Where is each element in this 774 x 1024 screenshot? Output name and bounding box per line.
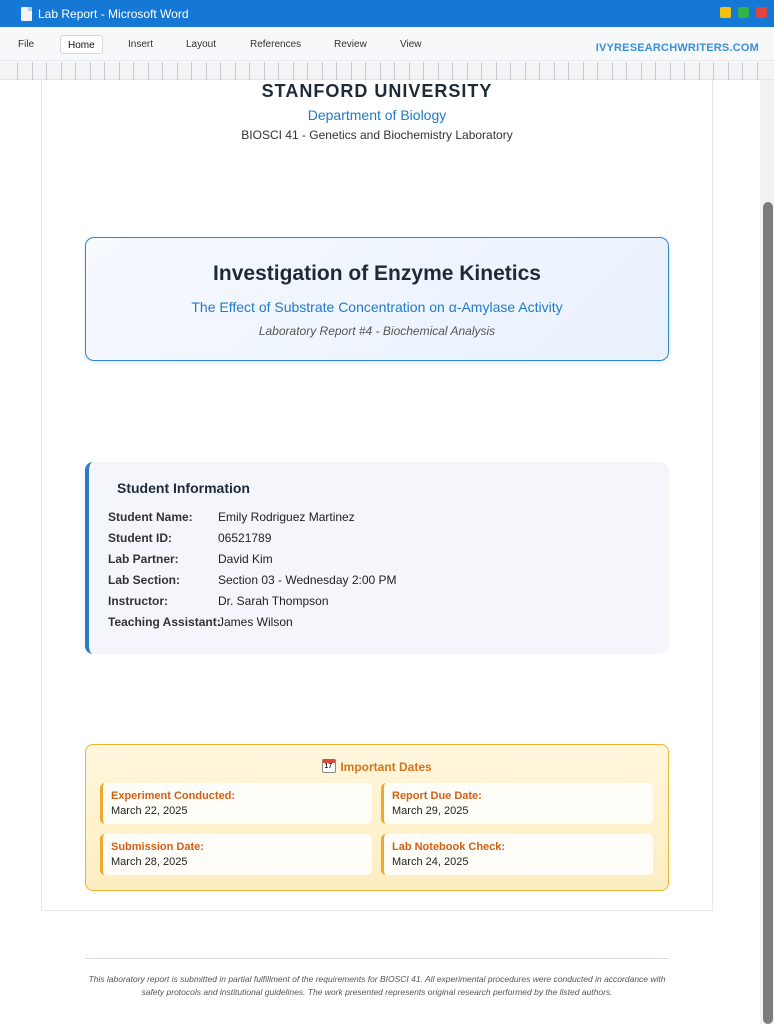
ruler-tick (626, 62, 627, 80)
ruler-tick (728, 62, 729, 80)
ruler-tick (597, 62, 598, 80)
ruler-tick (655, 62, 656, 80)
date-card-notebook (381, 834, 653, 875)
ruler-tick (670, 62, 671, 80)
brand-link[interactable]: IVYRESEARCHWRITERS.COM (595, 42, 759, 54)
page-edge-right (712, 80, 713, 911)
scrollbar-thumb[interactable] (763, 202, 773, 1024)
ruler-tick (351, 62, 352, 80)
document-icon (21, 7, 32, 21)
ruler-tick (307, 62, 308, 80)
date-label: Experiment Conducted: (111, 790, 236, 802)
date-card-experiment (100, 783, 372, 824)
ruler-tick (220, 62, 221, 80)
page-edge-bottom (41, 910, 713, 911)
info-label: Instructor: (108, 594, 168, 608)
title-bar (0, 0, 774, 27)
info-value: 06521789 (218, 531, 272, 545)
ruler-tick (264, 62, 265, 80)
info-label: Teaching Assistant: (108, 615, 221, 629)
ruler-tick (206, 62, 207, 80)
ruler-tick (496, 62, 497, 80)
date-value: March 29, 2025 (392, 805, 469, 817)
ruler-tick (32, 62, 33, 80)
date-card-due (381, 783, 653, 824)
info-label: Student ID: (108, 531, 172, 545)
ruler-tick (583, 62, 584, 80)
ruler-tick (539, 62, 540, 80)
ruler-tick (336, 62, 337, 80)
date-label: Submission Date: (111, 841, 204, 853)
ruler-tick (90, 62, 91, 80)
course-name: BIOSCI 41 - Genetics and Biochemistry Laboratory (241, 128, 513, 142)
footer-divider (85, 958, 669, 959)
ruler-tick (61, 62, 62, 80)
important-dates-box (85, 744, 669, 891)
report-title: Investigation of Enzyme Kinetics (213, 262, 541, 285)
ruler-tick (249, 62, 250, 80)
maximize-button[interactable] (738, 7, 749, 18)
date-value: March 22, 2025 (111, 805, 188, 817)
ruler-tick (322, 62, 323, 80)
minimize-button[interactable] (720, 7, 731, 18)
important-dates-title: Important Dates (340, 760, 432, 774)
tab-references[interactable]: References (250, 39, 302, 50)
ruler-tick (699, 62, 700, 80)
ruler-tick (742, 62, 743, 80)
ruler (0, 62, 774, 80)
ruler-tick (17, 62, 18, 80)
title-box (85, 237, 669, 361)
page-edge-left (41, 80, 42, 911)
ruler-tick (757, 62, 758, 80)
ruler-tick (568, 62, 569, 80)
info-label: Student Name: (108, 510, 193, 524)
tab-review[interactable]: Review (334, 39, 367, 50)
tab-home[interactable]: Home (60, 35, 103, 54)
ruler-tick (365, 62, 366, 80)
ruler-tick (394, 62, 395, 80)
info-label: Lab Partner: (108, 552, 179, 566)
window-title: Lab Report - Microsoft Word (38, 6, 189, 21)
ruler-tick (554, 62, 555, 80)
info-value: Dr. Sarah Thompson (218, 594, 329, 608)
ruler-tick (612, 62, 613, 80)
student-info-box (85, 462, 669, 654)
university-name: STANFORD UNIVERSITY (261, 81, 493, 101)
ribbon (0, 27, 774, 61)
date-label: Lab Notebook Check: (392, 841, 506, 853)
date-value: March 28, 2025 (111, 856, 188, 868)
info-value: James Wilson (218, 615, 293, 629)
department-name: Department of Biology (307, 107, 447, 123)
ruler-tick (293, 62, 294, 80)
ruler-tick (409, 62, 410, 80)
ruler-tick (75, 62, 76, 80)
info-value: David Kim (218, 552, 273, 566)
calendar-icon (322, 759, 336, 773)
info-label: Lab Section: (108, 573, 181, 587)
ruler-tick (452, 62, 453, 80)
ruler-tick (380, 62, 381, 80)
ruler-tick (162, 62, 163, 80)
ruler-tick (423, 62, 424, 80)
ruler-tick (133, 62, 134, 80)
footer-note: This laboratory report is submitted in partial fulfillment of the requirements for BIOSCI 41. All experimental procedures were conducted in accordance with safety protocols and institutional guidelines. The work presented represents original research performed by the listed authors. (88, 974, 666, 997)
window-controls (720, 7, 767, 18)
ruler-tick (510, 62, 511, 80)
ruler-tick (235, 62, 236, 80)
close-button[interactable] (756, 7, 767, 18)
ruler-tick (684, 62, 685, 80)
date-label: Report Due Date: (392, 790, 482, 802)
student-info-heading: Student Information (117, 480, 250, 496)
info-value: Emily Rodriguez Martinez (218, 510, 355, 524)
ruler-tick (278, 62, 279, 80)
tab-insert[interactable]: Insert (128, 39, 154, 50)
ruler-tick (177, 62, 178, 80)
ruler-tick (119, 62, 120, 80)
date-value: March 24, 2025 (392, 856, 469, 868)
important-dates-heading (86, 759, 668, 774)
ruler-tick (191, 62, 192, 80)
tab-file[interactable]: File (18, 39, 35, 50)
ruler-tick (438, 62, 439, 80)
ruler-tick (46, 62, 47, 80)
report-subtitle: The Effect of Substrate Concentration on α-Amylase Activity (191, 299, 563, 315)
info-value: Section 03 - Wednesday 2:00 PM (218, 573, 397, 587)
report-number: Laboratory Report #4 - Biochemical Analysis (258, 324, 496, 338)
ruler-tick (525, 62, 526, 80)
ruler-tick (467, 62, 468, 80)
tab-layout[interactable]: Layout (186, 39, 217, 50)
ruler-tick (148, 62, 149, 80)
ruler-tick (713, 62, 714, 80)
tab-view[interactable]: View (400, 39, 422, 50)
date-card-submission (100, 834, 372, 875)
ruler-tick (481, 62, 482, 80)
ruler-tick (104, 62, 105, 80)
ruler-tick (641, 62, 642, 80)
